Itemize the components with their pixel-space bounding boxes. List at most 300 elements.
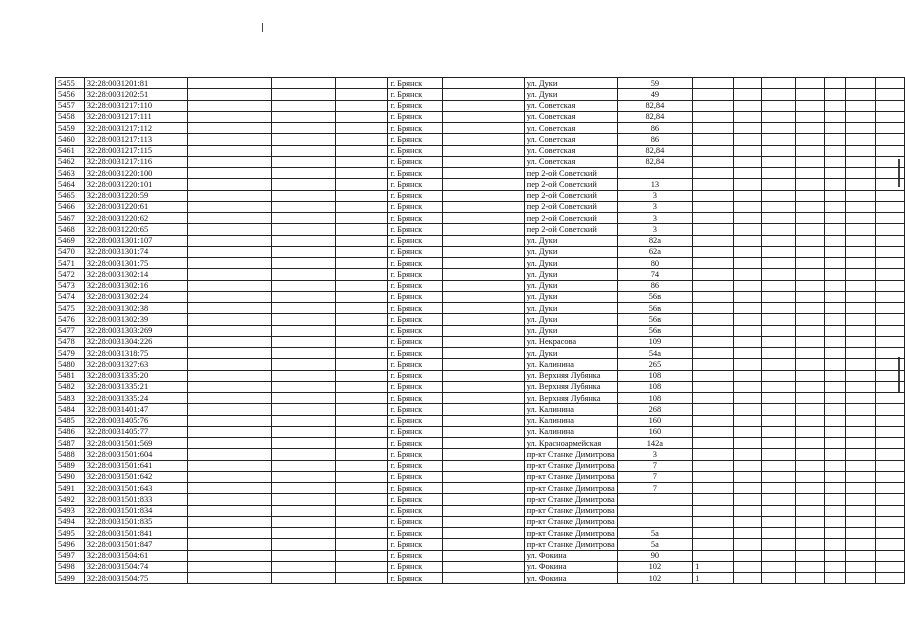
empty-cell	[875, 235, 904, 246]
empty-cell	[442, 348, 524, 359]
table-row	[56, 190, 905, 201]
empty-cell	[795, 415, 824, 426]
city-cell: г. Брянск	[388, 415, 442, 426]
cadastral-number-cell: 32:28:0031501:643	[84, 483, 187, 494]
empty-cell	[271, 89, 335, 100]
empty-cell	[875, 494, 904, 505]
cadastral-number-cell: 32:28:0031217:111	[84, 111, 187, 122]
empty-cell	[846, 111, 875, 122]
empty-cell	[442, 516, 524, 527]
house-number-cell: 5а	[617, 539, 692, 550]
city-cell: г. Брянск	[388, 359, 442, 370]
empty-cell	[335, 179, 388, 190]
house-number-cell: 49	[617, 89, 692, 100]
empty-cell	[187, 494, 271, 505]
street-cell: ул. Дуки	[524, 246, 617, 257]
cadastral-number-cell: 32:28:0031301:75	[84, 258, 187, 269]
empty-cell	[875, 539, 904, 550]
table-row	[56, 258, 905, 269]
empty-cell	[824, 246, 845, 257]
empty-cell	[846, 336, 875, 347]
empty-cell	[734, 404, 762, 415]
extra-cell	[693, 78, 734, 89]
empty-cell	[335, 156, 388, 167]
empty-cell	[734, 325, 762, 336]
empty-cell	[875, 134, 904, 145]
empty-cell	[335, 449, 388, 460]
empty-cell	[875, 348, 904, 359]
empty-cell	[824, 111, 845, 122]
empty-cell	[271, 258, 335, 269]
extra-cell	[693, 438, 734, 449]
street-cell: пер 2-ой Советский	[524, 213, 617, 224]
empty-cell	[875, 168, 904, 179]
street-cell: пр-кт Станке Димитрова	[524, 528, 617, 539]
empty-cell	[734, 381, 762, 392]
house-number-cell: 86	[617, 280, 692, 291]
empty-cell	[187, 460, 271, 471]
cadastral-number-cell: 32:28:0031202:51	[84, 89, 187, 100]
row-number-cell: 5462	[56, 156, 85, 167]
city-cell: г. Брянск	[388, 156, 442, 167]
house-number-cell	[617, 494, 692, 505]
extra-cell	[693, 179, 734, 190]
extra-cell	[693, 123, 734, 134]
extra-cell	[693, 258, 734, 269]
city-cell: г. Брянск	[388, 89, 442, 100]
empty-cell	[734, 528, 762, 539]
empty-cell	[824, 460, 845, 471]
empty-cell	[734, 291, 762, 302]
cadastral-number-cell: 32:28:0031318:75	[84, 348, 187, 359]
empty-cell	[335, 359, 388, 370]
cadastral-number-cell: 32:28:0031304:226	[84, 336, 187, 347]
empty-cell	[734, 201, 762, 212]
empty-cell	[795, 235, 824, 246]
empty-cell	[846, 438, 875, 449]
extra-cell	[693, 393, 734, 404]
table-row	[56, 336, 905, 347]
row-number-cell: 5482	[56, 381, 85, 392]
street-cell: пер 2-ой Советский	[524, 168, 617, 179]
empty-cell	[846, 359, 875, 370]
row-number-cell: 5467	[56, 213, 85, 224]
empty-cell	[335, 471, 388, 482]
empty-cell	[795, 370, 824, 381]
city-cell: г. Брянск	[388, 426, 442, 437]
empty-cell	[762, 539, 795, 550]
empty-cell	[824, 438, 845, 449]
empty-cell	[795, 314, 824, 325]
street-cell: ул. Дуки	[524, 78, 617, 89]
extra-cell	[693, 235, 734, 246]
row-number-cell: 5474	[56, 291, 85, 302]
empty-cell	[187, 235, 271, 246]
cadastral-number-cell: 32:28:0031302:14	[84, 269, 187, 280]
empty-cell	[187, 156, 271, 167]
city-cell: г. Брянск	[388, 449, 442, 460]
empty-cell	[795, 303, 824, 314]
cadastral-number-cell: 32:28:0031501:604	[84, 449, 187, 460]
cadastral-number-cell: 32:28:0031220:100	[84, 168, 187, 179]
house-number-cell	[617, 168, 692, 179]
empty-cell	[875, 224, 904, 235]
street-cell: ул. Калинина	[524, 404, 617, 415]
street-cell: ул. Советская	[524, 111, 617, 122]
empty-cell	[442, 100, 524, 111]
empty-cell	[762, 179, 795, 190]
cadastral-number-cell: 32:28:0031303:269	[84, 325, 187, 336]
empty-cell	[875, 111, 904, 122]
empty-cell	[824, 89, 845, 100]
empty-cell	[271, 404, 335, 415]
house-number-cell: 59	[617, 78, 692, 89]
empty-cell	[335, 246, 388, 257]
city-cell: г. Брянск	[388, 314, 442, 325]
empty-cell	[824, 213, 845, 224]
row-number-cell: 5499	[56, 573, 85, 584]
empty-cell	[762, 269, 795, 280]
cadastral-number-cell: 32:28:0031220:65	[84, 224, 187, 235]
empty-cell	[762, 573, 795, 584]
empty-cell	[442, 460, 524, 471]
empty-cell	[846, 426, 875, 437]
city-cell: г. Брянск	[388, 100, 442, 111]
empty-cell	[824, 505, 845, 516]
city-cell: г. Брянск	[388, 460, 442, 471]
empty-cell	[335, 426, 388, 437]
street-cell: ул. Дуки	[524, 325, 617, 336]
extra-cell	[693, 168, 734, 179]
empty-cell	[271, 539, 335, 550]
empty-cell	[824, 258, 845, 269]
table-row	[56, 201, 905, 212]
empty-cell	[846, 393, 875, 404]
empty-cell	[442, 415, 524, 426]
empty-cell	[846, 100, 875, 111]
cadastral-number-cell: 32:28:0031335:24	[84, 393, 187, 404]
empty-cell	[442, 246, 524, 257]
row-number-cell: 5469	[56, 235, 85, 246]
empty-cell	[442, 190, 524, 201]
empty-cell	[875, 381, 904, 392]
empty-cell	[271, 213, 335, 224]
table-row	[56, 370, 905, 381]
street-cell: пер 2-ой Советский	[524, 190, 617, 201]
table-row	[56, 539, 905, 550]
house-number-cell: 13	[617, 179, 692, 190]
empty-cell	[795, 280, 824, 291]
street-cell: ул. Дуки	[524, 89, 617, 100]
empty-cell	[335, 291, 388, 302]
empty-cell	[187, 426, 271, 437]
empty-cell	[824, 145, 845, 156]
empty-cell	[187, 213, 271, 224]
empty-cell	[271, 449, 335, 460]
empty-cell	[762, 359, 795, 370]
empty-cell	[824, 370, 845, 381]
cadastral-number-cell: 32:28:0031220:101	[84, 179, 187, 190]
extra-cell	[693, 224, 734, 235]
cadastral-number-cell: 32:28:0031501:569	[84, 438, 187, 449]
empty-cell	[271, 370, 335, 381]
extra-cell	[693, 156, 734, 167]
row-number-cell: 5456	[56, 89, 85, 100]
empty-cell	[271, 123, 335, 134]
empty-cell	[442, 303, 524, 314]
empty-cell	[271, 190, 335, 201]
empty-cell	[846, 460, 875, 471]
empty-cell	[875, 415, 904, 426]
cadastral-number-cell: 32:28:0031501:835	[84, 516, 187, 527]
empty-cell	[271, 224, 335, 235]
house-number-cell: 3	[617, 224, 692, 235]
empty-cell	[271, 393, 335, 404]
empty-cell	[846, 201, 875, 212]
extra-cell	[693, 269, 734, 280]
row-number-cell: 5475	[56, 303, 85, 314]
extra-cell	[693, 314, 734, 325]
empty-cell	[271, 156, 335, 167]
empty-cell	[824, 190, 845, 201]
cadastral-number-cell: 32:28:0031335:20	[84, 370, 187, 381]
empty-cell	[846, 348, 875, 359]
empty-cell	[734, 179, 762, 190]
empty-cell	[442, 381, 524, 392]
empty-cell	[442, 224, 524, 235]
city-cell: г. Брянск	[388, 336, 442, 347]
extra-cell	[693, 550, 734, 561]
empty-cell	[187, 100, 271, 111]
empty-cell	[875, 404, 904, 415]
table-row	[56, 550, 905, 561]
table-row	[56, 78, 905, 89]
empty-cell	[795, 190, 824, 201]
empty-cell	[335, 123, 388, 134]
empty-cell	[271, 314, 335, 325]
street-cell: ул. Дуки	[524, 303, 617, 314]
empty-cell	[187, 258, 271, 269]
house-number-cell: 82а	[617, 235, 692, 246]
empty-cell	[335, 381, 388, 392]
street-cell: ул. Советская	[524, 145, 617, 156]
empty-cell	[875, 201, 904, 212]
empty-cell	[734, 550, 762, 561]
extra-cell	[693, 100, 734, 111]
empty-cell	[335, 494, 388, 505]
table-row	[56, 291, 905, 302]
empty-cell	[335, 505, 388, 516]
empty-cell	[271, 550, 335, 561]
empty-cell	[824, 483, 845, 494]
empty-cell	[734, 573, 762, 584]
empty-cell	[824, 201, 845, 212]
empty-cell	[795, 325, 824, 336]
empty-cell	[442, 561, 524, 572]
empty-cell	[734, 561, 762, 572]
empty-cell	[187, 370, 271, 381]
extra-cell	[693, 134, 734, 145]
empty-cell	[271, 269, 335, 280]
empty-cell	[734, 156, 762, 167]
table-row	[56, 393, 905, 404]
table-row	[56, 246, 905, 257]
table-row	[56, 438, 905, 449]
city-cell: г. Брянск	[388, 201, 442, 212]
city-cell: г. Брянск	[388, 393, 442, 404]
empty-cell	[846, 325, 875, 336]
empty-cell	[795, 123, 824, 134]
extra-cell	[693, 201, 734, 212]
empty-cell	[271, 246, 335, 257]
empty-cell	[846, 483, 875, 494]
empty-cell	[271, 145, 335, 156]
row-number-cell: 5463	[56, 168, 85, 179]
empty-cell	[846, 224, 875, 235]
empty-cell	[824, 303, 845, 314]
empty-cell	[795, 483, 824, 494]
table-row	[56, 325, 905, 336]
street-cell: пр-кт Станке Димитрова	[524, 505, 617, 516]
cadastral-number-cell: 32:28:0031501:847	[84, 539, 187, 550]
street-cell: ул. Калинина	[524, 359, 617, 370]
empty-cell	[875, 291, 904, 302]
row-number-cell: 5458	[56, 111, 85, 122]
empty-cell	[824, 415, 845, 426]
street-cell: ул. Фокина	[524, 561, 617, 572]
cadastral-number-cell: 32:28:0031504:61	[84, 550, 187, 561]
empty-cell	[442, 426, 524, 437]
empty-cell	[271, 280, 335, 291]
empty-cell	[187, 246, 271, 257]
empty-cell	[846, 78, 875, 89]
row-number-cell: 5493	[56, 505, 85, 516]
empty-cell	[442, 269, 524, 280]
empty-cell	[335, 325, 388, 336]
empty-cell	[335, 483, 388, 494]
empty-cell	[734, 269, 762, 280]
empty-cell	[734, 483, 762, 494]
table-row	[56, 449, 905, 460]
empty-cell	[335, 213, 388, 224]
row-number-cell: 5473	[56, 280, 85, 291]
empty-cell	[846, 156, 875, 167]
empty-cell	[271, 471, 335, 482]
empty-cell	[875, 370, 904, 381]
scan-mark-top	[262, 23, 263, 32]
table-row	[56, 269, 905, 280]
empty-cell	[442, 201, 524, 212]
extra-cell	[693, 190, 734, 201]
empty-cell	[442, 111, 524, 122]
empty-cell	[442, 291, 524, 302]
empty-cell	[795, 460, 824, 471]
empty-cell	[442, 336, 524, 347]
empty-cell	[335, 370, 388, 381]
house-number-cell: 108	[617, 393, 692, 404]
empty-cell	[795, 336, 824, 347]
house-number-cell: 86	[617, 123, 692, 134]
empty-cell	[762, 280, 795, 291]
extra-cell	[693, 280, 734, 291]
empty-cell	[846, 303, 875, 314]
street-cell: ул. Дуки	[524, 258, 617, 269]
city-cell: г. Брянск	[388, 111, 442, 122]
cadastral-number-cell: 32:28:0031405:76	[84, 415, 187, 426]
street-cell: ул. Дуки	[524, 269, 617, 280]
street-cell: ул. Верхняя Лубянка	[524, 381, 617, 392]
house-number-cell: 108	[617, 370, 692, 381]
extra-cell	[693, 111, 734, 122]
empty-cell	[824, 78, 845, 89]
empty-cell	[734, 449, 762, 460]
empty-cell	[846, 213, 875, 224]
empty-cell	[875, 179, 904, 190]
empty-cell	[846, 145, 875, 156]
empty-cell	[335, 303, 388, 314]
empty-cell	[271, 291, 335, 302]
empty-cell	[187, 550, 271, 561]
empty-cell	[795, 78, 824, 89]
empty-cell	[875, 336, 904, 347]
empty-cell	[875, 89, 904, 100]
empty-cell	[734, 505, 762, 516]
empty-cell	[335, 561, 388, 572]
cadastral-number-cell: 32:28:0031201:81	[84, 78, 187, 89]
cadastral-number-cell: 32:28:0031302:39	[84, 314, 187, 325]
empty-cell	[335, 134, 388, 145]
city-cell: г. Брянск	[388, 168, 442, 179]
street-cell: пер 2-ой Советский	[524, 179, 617, 190]
table-row	[56, 483, 905, 494]
empty-cell	[335, 438, 388, 449]
empty-cell	[824, 336, 845, 347]
empty-cell	[846, 314, 875, 325]
empty-cell	[846, 550, 875, 561]
house-number-cell: 82,84	[617, 156, 692, 167]
empty-cell	[335, 415, 388, 426]
empty-cell	[762, 471, 795, 482]
city-cell: г. Брянск	[388, 471, 442, 482]
row-number-cell: 5461	[56, 145, 85, 156]
empty-cell	[824, 449, 845, 460]
empty-cell	[442, 370, 524, 381]
extra-cell	[693, 528, 734, 539]
empty-cell	[846, 449, 875, 460]
data-table	[55, 77, 905, 584]
empty-cell	[846, 291, 875, 302]
empty-cell	[442, 213, 524, 224]
table-row	[56, 516, 905, 527]
table-row	[56, 415, 905, 426]
empty-cell	[762, 483, 795, 494]
empty-cell	[795, 156, 824, 167]
empty-cell	[795, 224, 824, 235]
empty-cell	[795, 168, 824, 179]
empty-cell	[442, 89, 524, 100]
extra-cell: 1	[693, 561, 734, 572]
street-cell: пр-кт Станке Димитрова	[524, 483, 617, 494]
house-number-cell: 265	[617, 359, 692, 370]
street-cell: ул. Дуки	[524, 314, 617, 325]
row-number-cell: 5483	[56, 393, 85, 404]
empty-cell	[795, 89, 824, 100]
table-row	[56, 573, 905, 584]
empty-cell	[824, 516, 845, 527]
empty-cell	[875, 280, 904, 291]
house-number-cell: 54а	[617, 348, 692, 359]
extra-cell	[693, 415, 734, 426]
